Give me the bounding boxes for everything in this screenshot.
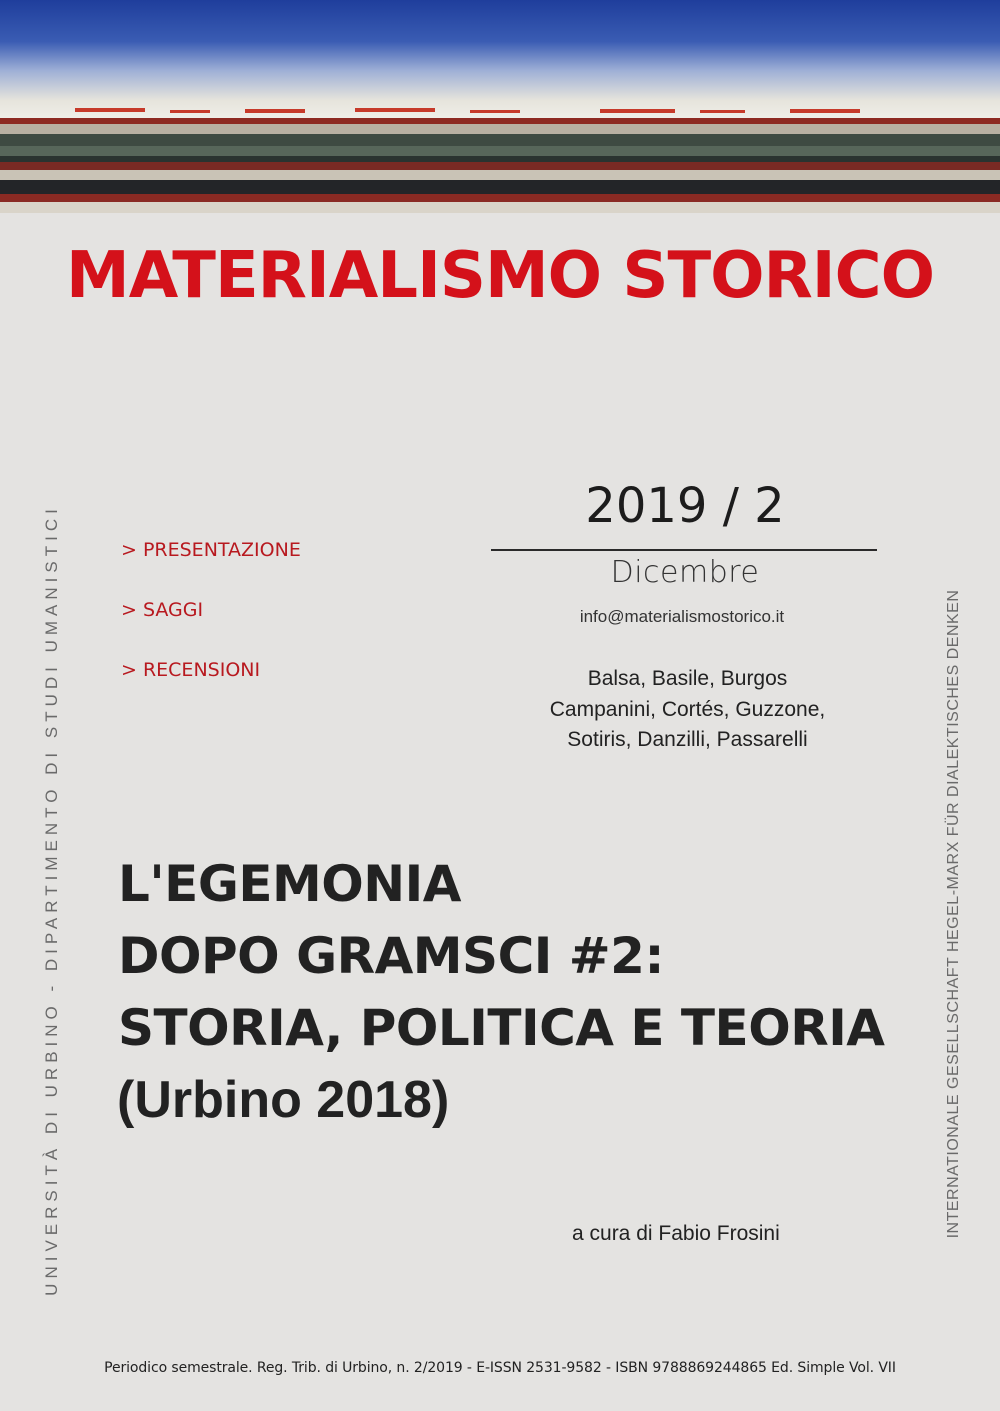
headline-line: L'EGEMONIA xyxy=(118,855,461,913)
society-side-label: INTERNATIONALE GESELLSCHAFT HEGEL-MARX FÜR DIALEKTISCHES DENKEN xyxy=(945,589,962,1239)
nav-recensioni[interactable]: > RECENSIONI xyxy=(121,659,261,681)
issue-number: 2019 / 2 xyxy=(585,478,785,534)
nav-saggi[interactable]: > SAGGI xyxy=(121,599,204,621)
issue-subheadline: (Urbino 2018) xyxy=(117,1071,450,1129)
issue-month: Dicembre xyxy=(610,555,760,590)
author-line: Sotiris, Danzilli, Passarelli xyxy=(567,728,808,751)
contact-email[interactable]: info@materialismostorico.it xyxy=(579,607,785,626)
journal-title: MATERIALISMO STORICO xyxy=(66,239,934,313)
publication-footer: Periodico semestrale. Reg. Trib. di Urbino, n. 2/2019 - E-ISSN 2531-9582 - ISBN 9788869244865 Ed. Simple Vol. VII xyxy=(104,1360,896,1376)
author-list xyxy=(490,664,885,756)
headline-line: STORIA, POLITICA E TEORIA xyxy=(118,999,885,1057)
author-line: Campanini, Cortés, Guzzone, xyxy=(549,697,826,721)
university-side-label: UNIVERSITÀ DI URBINO - DIPARTIMENTO DI STUDI UMANISTICI xyxy=(42,504,61,1296)
headline-line: DOPO GRAMSCI #2: xyxy=(118,927,664,985)
author-line: Balsa, Basile, Burgos xyxy=(587,667,788,690)
cover-painting xyxy=(0,0,1000,213)
nav-presentazione[interactable]: > PRESENTAZIONE xyxy=(121,539,301,561)
issue-divider xyxy=(491,549,877,551)
editor-credit: a cura di Fabio Frosini xyxy=(572,1222,780,1245)
issue-headline xyxy=(118,848,885,1064)
section-nav xyxy=(121,541,301,721)
